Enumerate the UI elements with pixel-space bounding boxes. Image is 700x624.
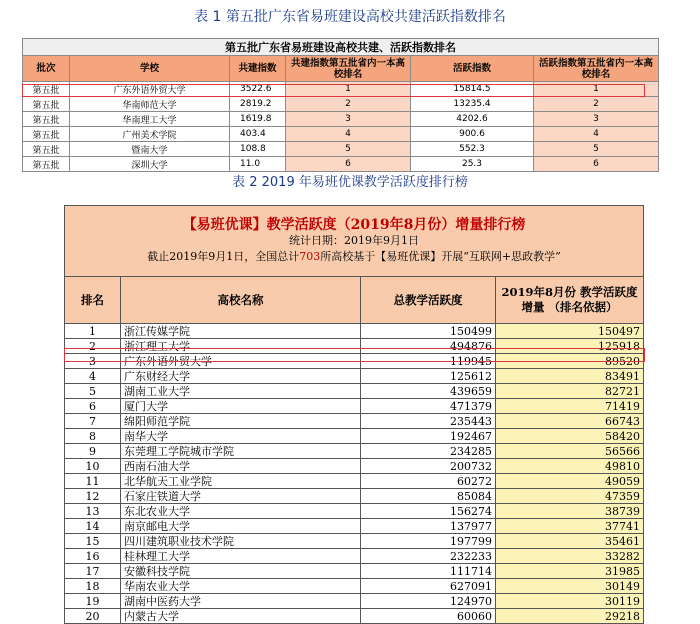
- table2-cell: 20: [65, 609, 121, 624]
- table2-cell: 东莞理工学院城市学院: [121, 444, 361, 459]
- table1-cell: 华南师范大学: [70, 97, 230, 112]
- table1-header-row: [23, 56, 659, 82]
- table1-cell: 5: [534, 142, 659, 157]
- table2-cell: 浙江理工大学: [121, 339, 361, 354]
- table2-cell: 60272: [361, 474, 496, 489]
- table2-cell: 19: [65, 594, 121, 609]
- table2-header: 2019年8月份 教学活跃度增量 （排名依据）: [496, 277, 644, 324]
- table2-cell: 15: [65, 534, 121, 549]
- note-after: 所高校基于【易班优课】开展“互联网+思政教学”: [320, 250, 561, 263]
- table1-cell: 3: [534, 112, 659, 127]
- table1-cell: 3522.6: [230, 82, 286, 97]
- table1-row: [23, 127, 659, 142]
- table1-header: 共建指数第五批省内一本高校排名: [286, 56, 411, 82]
- table1-title: 第五批广东省易班建设高校共建、活跃指数排名: [23, 39, 659, 56]
- table2-cell: 6: [65, 399, 121, 414]
- table2-row: [65, 564, 644, 579]
- table2-row: [65, 444, 644, 459]
- table2-row: [65, 354, 644, 369]
- table2-header: 总教学活跃度: [361, 277, 496, 324]
- table2-row: [65, 504, 644, 519]
- table1-cell: 1: [534, 82, 659, 97]
- table2-cell: 8: [65, 429, 121, 444]
- table2-cell: 10: [65, 459, 121, 474]
- table2-row: [65, 489, 644, 504]
- table2-cell: 494876: [361, 339, 496, 354]
- table1-cell: 13235.4: [411, 97, 534, 112]
- table2-cell: 85084: [361, 489, 496, 504]
- table2-cell: 124970: [361, 594, 496, 609]
- table2-row: [65, 414, 644, 429]
- table2-header: 高校名称: [121, 277, 361, 324]
- table2-row: [65, 324, 644, 339]
- table2-cell: 232233: [361, 549, 496, 564]
- table1-row: [23, 97, 659, 112]
- table1-cell: 25.3: [411, 157, 534, 172]
- table1-cell: 第五批: [23, 82, 70, 97]
- table1-row: [23, 112, 659, 127]
- table2-cell: 137977: [361, 519, 496, 534]
- table1-cell: 1: [286, 82, 411, 97]
- table2-cell: 湖南中医药大学: [121, 594, 361, 609]
- table2-cell: 49059: [496, 474, 644, 489]
- table2-cell: 南京邮电大学: [121, 519, 361, 534]
- table1-cell: 2: [286, 97, 411, 112]
- table2-cell: 234285: [361, 444, 496, 459]
- table2-cell: 119945: [361, 354, 496, 369]
- table2-caption: 表 2 2019 年易班优课教学活跃度排行榜: [232, 175, 468, 190]
- table2-cell: 安徽科技学院: [121, 564, 361, 579]
- table2-cell: 66743: [496, 414, 644, 429]
- table2-cell: 47359: [496, 489, 644, 504]
- table2-cell: 东北农业大学: [121, 504, 361, 519]
- table2-row: [65, 369, 644, 384]
- table2-cell: 56566: [496, 444, 644, 459]
- table2: [64, 205, 644, 624]
- table2-cell: 2: [65, 339, 121, 354]
- table1-header: 活跃指数: [411, 56, 534, 82]
- summary-note: [68, 249, 640, 265]
- table1-header: 活跃指数第五批省内一本高校排名: [534, 56, 659, 82]
- table2-cell: 30149: [496, 579, 644, 594]
- table1-cell: 暨南大学: [70, 142, 230, 157]
- table1-cell: 3: [286, 112, 411, 127]
- table2-cell: 1: [65, 324, 121, 339]
- table1-cell: 2: [534, 97, 659, 112]
- table2-cell: 四川建筑职业技术学院: [121, 534, 361, 549]
- table2-cell: 湖南工业大学: [121, 384, 361, 399]
- table2-cell: 华南农业大学: [121, 579, 361, 594]
- table2-row: [65, 339, 644, 354]
- table1-cell: 4: [534, 127, 659, 142]
- stat-date: 统计日期：2019年9月1日: [289, 234, 420, 247]
- table1-cell: 6: [286, 157, 411, 172]
- table2-container: [64, 205, 643, 624]
- table2-cell: 60060: [361, 609, 496, 624]
- table2-cell: 7: [65, 414, 121, 429]
- table1-cell: 15814.5: [411, 82, 534, 97]
- table2-cell: 17: [65, 564, 121, 579]
- table2-cell: 197799: [361, 534, 496, 549]
- table2-header-row: [65, 277, 644, 324]
- table1-caption: 表 1 第五批广东省易班建设高校共建活跃指数排名: [194, 9, 506, 25]
- table1-cell: 第五批: [23, 112, 70, 127]
- table2-row: [65, 384, 644, 399]
- table2-row: [65, 534, 644, 549]
- table1-cell: 第五批: [23, 157, 70, 172]
- table1: [22, 38, 659, 172]
- table2-cell: 内蒙古大学: [121, 609, 361, 624]
- table2-cell: 厦门大学: [121, 399, 361, 414]
- table2-cell: 83491: [496, 369, 644, 384]
- table2-cell: 33282: [496, 549, 644, 564]
- table2-row: [65, 399, 644, 414]
- table2-header: 排名: [65, 277, 121, 324]
- table2-cell: 82721: [496, 384, 644, 399]
- table1-cell: 1619.8: [230, 112, 286, 127]
- table2-cell: 14: [65, 519, 121, 534]
- table1-cell: 华南理工大学: [70, 112, 230, 127]
- table2-cell: 89520: [496, 354, 644, 369]
- table1-cell: 403.4: [230, 127, 286, 142]
- table2-row: [65, 519, 644, 534]
- table2-cell: 南华大学: [121, 429, 361, 444]
- table1-cell: 深圳大学: [70, 157, 230, 172]
- table2-cell: 627091: [361, 579, 496, 594]
- table2-cell: 200732: [361, 459, 496, 474]
- table2-cell: 广东外语外贸大学: [121, 354, 361, 369]
- table2-row: [65, 459, 644, 474]
- college-count: 703: [299, 250, 321, 263]
- table1-row: [23, 82, 659, 97]
- table2-cell: 37741: [496, 519, 644, 534]
- table2-cell: 58420: [496, 429, 644, 444]
- table2-cell: 111714: [361, 564, 496, 579]
- table1-cell: 第五批: [23, 142, 70, 157]
- table2-cell: 235443: [361, 414, 496, 429]
- table2-cell: 471379: [361, 399, 496, 414]
- table2-row: [65, 429, 644, 444]
- table2-cell: 西南石油大学: [121, 459, 361, 474]
- table2-cell: 49810: [496, 459, 644, 474]
- note-before: 截止2019年9月1日，全国总计: [147, 250, 300, 263]
- table2-cell: 16: [65, 549, 121, 564]
- table2-cell: 156274: [361, 504, 496, 519]
- table1-cell: 5: [286, 142, 411, 157]
- table2-cell: 3: [65, 354, 121, 369]
- table2-cell: 38739: [496, 504, 644, 519]
- table1-row: [23, 157, 659, 172]
- table1-cell: 第五批: [23, 127, 70, 142]
- table2-row: [65, 474, 644, 489]
- table2-row: [65, 594, 644, 609]
- table1-row: [23, 142, 659, 157]
- table1-cell: 11.0: [230, 157, 286, 172]
- table2-cell: 439659: [361, 384, 496, 399]
- table2-cell: 71419: [496, 399, 644, 414]
- table2-title: 【易班优课】教学活跃度（2019年8月份）增量排行榜: [182, 217, 526, 233]
- table2-cell: 9: [65, 444, 121, 459]
- table2-cell: 125918: [496, 339, 644, 354]
- table2-cell: 29218: [496, 609, 644, 624]
- table2-cell: 广东财经大学: [121, 369, 361, 384]
- table1-cell: 广东外语外贸大学: [70, 82, 230, 97]
- table2-cell: 30119: [496, 594, 644, 609]
- table2-cell: 31985: [496, 564, 644, 579]
- table2-cell: 桂林理工大学: [121, 549, 361, 564]
- table2-cell: 18: [65, 579, 121, 594]
- table2-title-row: [65, 206, 644, 277]
- table2-title-cell: [65, 206, 644, 277]
- table2-cell: 125612: [361, 369, 496, 384]
- table1-header: 批次: [23, 56, 70, 82]
- table1-container: [22, 38, 660, 172]
- table1-header: 共建指数: [230, 56, 286, 82]
- table1-cell: 第五批: [23, 97, 70, 112]
- table2-cell: 5: [65, 384, 121, 399]
- table1-cell: 552.3: [411, 142, 534, 157]
- table2-cell: 12: [65, 489, 121, 504]
- table2-cell: 4: [65, 369, 121, 384]
- table2-cell: 192467: [361, 429, 496, 444]
- table2-cell: 北华航天工业学院: [121, 474, 361, 489]
- table2-cell: 35461: [496, 534, 644, 549]
- table1-cell: 108.8: [230, 142, 286, 157]
- table2-row: [65, 579, 644, 594]
- table2-cell: 150497: [496, 324, 644, 339]
- table1-header: 学校: [70, 56, 230, 82]
- table2-cell: 150499: [361, 324, 496, 339]
- table2-row: [65, 609, 644, 624]
- table2-cell: 浙江传媒学院: [121, 324, 361, 339]
- table1-title-row: [23, 39, 659, 56]
- table1-cell: 4: [286, 127, 411, 142]
- table1-cell: 900.6: [411, 127, 534, 142]
- table2-cell: 13: [65, 504, 121, 519]
- table2-cell: 绵阳师范学院: [121, 414, 361, 429]
- table1-cell: 广州美术学院: [70, 127, 230, 142]
- table1-cell: 4202.6: [411, 112, 534, 127]
- table1-cell: 6: [534, 157, 659, 172]
- table2-row: [65, 549, 644, 564]
- table1-cell: 2819.2: [230, 97, 286, 112]
- table2-cell: 石家庄铁道大学: [121, 489, 361, 504]
- table2-cell: 11: [65, 474, 121, 489]
